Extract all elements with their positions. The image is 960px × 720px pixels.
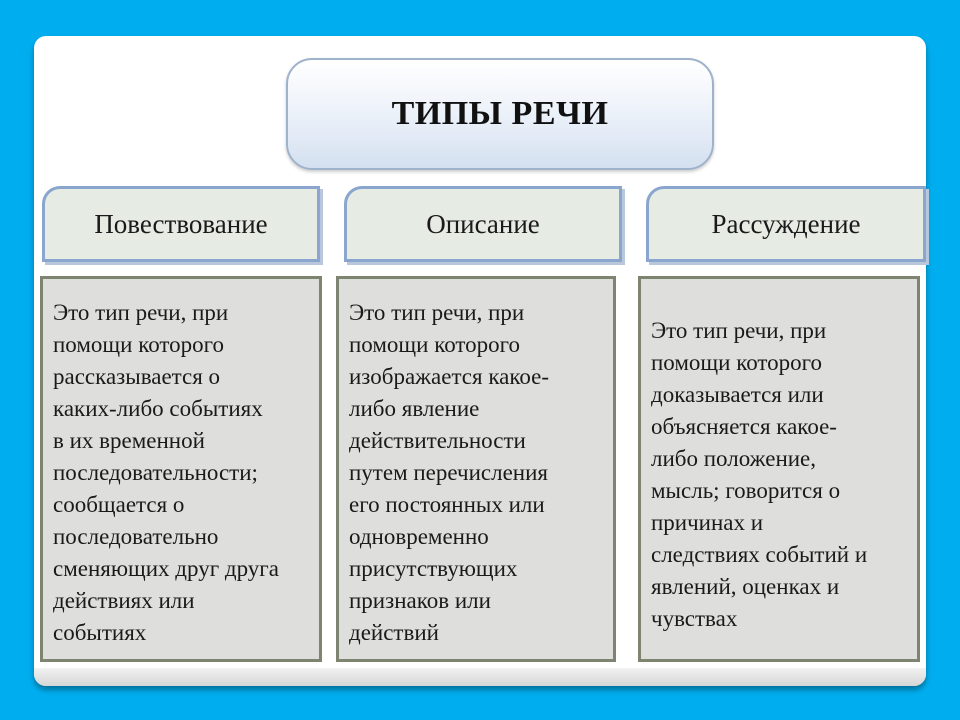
definition-box-reasoning <box>638 276 920 662</box>
heading-reasoning: Рассуждение <box>711 208 861 239</box>
definition-line: действительности <box>349 428 526 453</box>
definition-line: каких-либо событиях <box>53 396 263 421</box>
definition-line: путем перечисления <box>349 460 548 485</box>
heading-box-reasoning <box>646 186 926 262</box>
definition-line: сообщается о <box>53 492 185 517</box>
definition-line: либо явление <box>349 396 480 421</box>
definition-box-description <box>336 276 616 662</box>
definition-line: объясняется какое- <box>651 414 837 439</box>
definition-line: событиях <box>53 620 147 645</box>
definition-line: последовательности; <box>53 460 258 485</box>
definition-line: Это тип речи, при <box>651 318 827 343</box>
definition-line: чувствах <box>651 606 738 631</box>
heading-description: Описание <box>426 208 540 239</box>
definition-line: мысль; говорится о <box>651 478 841 503</box>
definition-line: либо положение, <box>651 446 817 471</box>
definition-line: следствиях событий и <box>651 542 868 567</box>
definition-line: помощи которого <box>651 350 823 375</box>
title-box <box>286 58 714 170</box>
definition-line: действий <box>349 620 439 645</box>
definition-box-narration <box>40 276 322 662</box>
definition-description <box>349 297 607 649</box>
definition-line: Это тип речи, при <box>53 300 229 325</box>
definition-line: действиях или <box>53 588 195 613</box>
definition-line: изображается какое- <box>349 364 550 389</box>
definition-line: признаков или <box>349 588 491 613</box>
definition-line: одновременно <box>349 524 489 549</box>
definition-line: причинах и <box>651 510 764 535</box>
definition-line: его постоянных или <box>349 492 545 517</box>
definition-line: последовательно <box>53 524 219 549</box>
definition-line: Это тип речи, при <box>349 300 525 325</box>
definition-narration <box>53 297 313 649</box>
heading-box-description <box>344 186 622 262</box>
slide-board-edge <box>34 668 926 686</box>
heading-box-narration <box>42 186 320 262</box>
definition-reasoning <box>651 315 911 635</box>
definition-line: помощи которого <box>349 332 521 357</box>
definition-line: присутствующих <box>349 556 518 581</box>
definition-line: явлений, оценках и <box>651 574 840 599</box>
definition-line: сменяющих друг друга <box>53 556 279 581</box>
definition-line: в их временной <box>53 428 205 453</box>
definition-line: помощи которого <box>53 332 225 357</box>
diagram-title: ТИПЫ РЕЧИ <box>391 95 609 132</box>
heading-narration: Повествование <box>94 208 268 239</box>
definition-line: рассказывается о <box>53 364 221 389</box>
definition-line: доказывается или <box>651 382 824 407</box>
